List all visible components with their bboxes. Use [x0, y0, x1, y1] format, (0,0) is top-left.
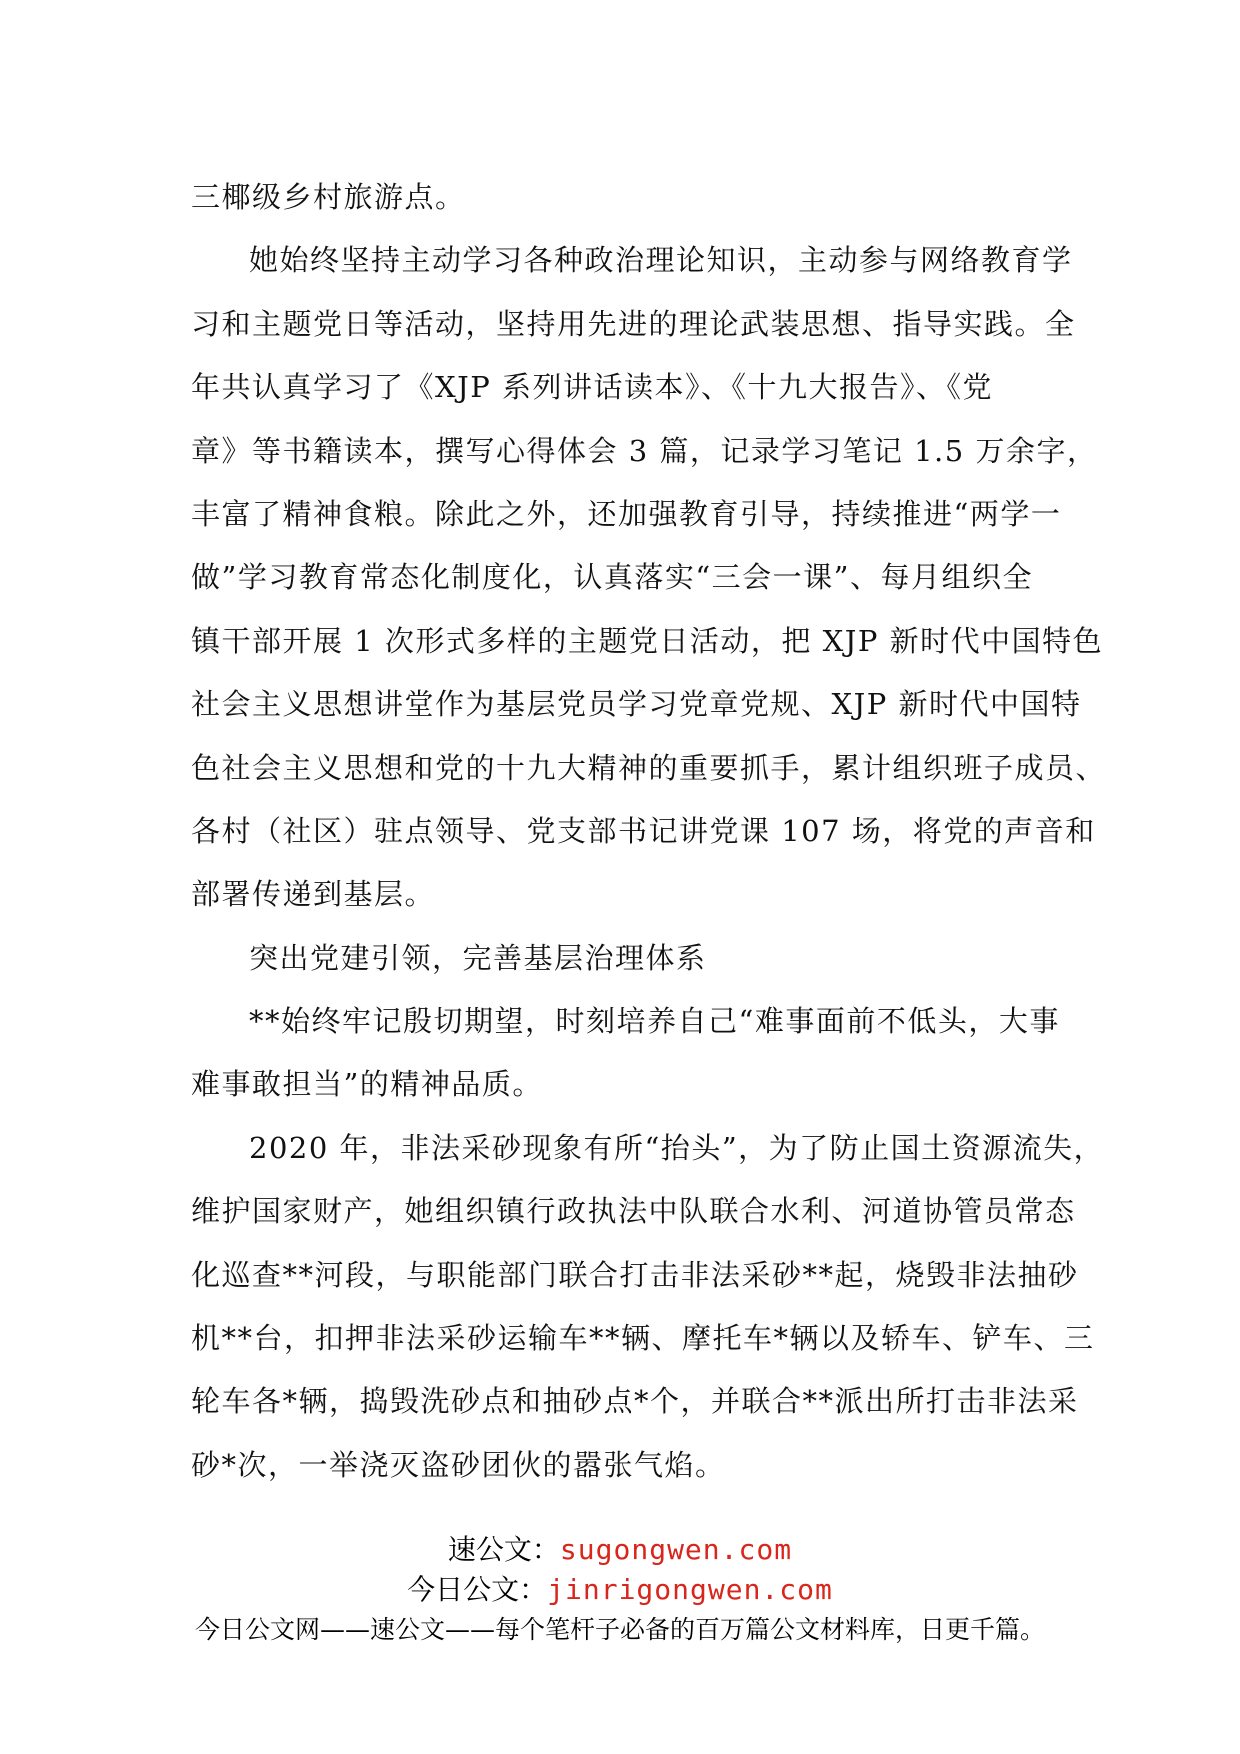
document-body — [191, 166, 1107, 1497]
text-line: 镇干部开展 1 次形式多样的主题党日活动，把 XJP 新时代中国特色 — [191, 623, 1104, 658]
footer-label-sugongwen: 速公文： — [447, 1533, 560, 1566]
sugongwen-link[interactable]: sugongwen.com — [559, 1533, 793, 1566]
text-line: **始终牢记殷切期望，时刻培养自己“难事面前不低头，大事 — [249, 1004, 1060, 1039]
text-line: 砂*次，一举浇灭盗砂团伙的嚣张气焰。 — [191, 1447, 726, 1482]
text-line: 她始终坚持主动学习各种政治理论知识，主动参与网络教育学 — [249, 243, 1073, 278]
text-line: 三椰级乡村旅游点。 — [191, 180, 466, 214]
text-line: 丰富了精神食粮。除此之外，还加强教育引导，持续推进“两学一 — [191, 496, 1062, 531]
text-line: 维护国家财产，她组织镇行政执法中队联合水利、河道协管员常态 — [191, 1194, 1076, 1229]
text-line: 年共认真学习了《XJP 系列讲话读本》、《十九大报告》、《党 — [191, 370, 994, 405]
section-heading: 突出党建引领，完善基层治理体系 — [249, 940, 707, 975]
text-line: 章》等书籍读本，撰写心得体会 3 篇，记录学习笔记 1.5 万余字， — [191, 433, 1098, 468]
text-line: 难事敢担当”的精神品质。 — [191, 1067, 543, 1102]
text-line: 轮车各*辆，捣毁洗砂点和抽砂点*个，并联合**派出所打击非法采 — [191, 1384, 1079, 1419]
text-line: 化巡查**河段，与职能部门联合打击非法采砂**起，烧毁非法抽砂 — [191, 1257, 1079, 1292]
footer-tagline: 今日公文网——速公文——每个笔杆子必备的百万篇公文材料库，日更千篇。 — [194, 1615, 1045, 1644]
text-line: 机**台，扣押非法采砂运输车**辆、摩托车*辆以及轿车、铲车、三 — [191, 1321, 1095, 1356]
footer-label-jinrigongwen: 今日公文： — [407, 1573, 548, 1606]
text-line: 社会主义思想讲堂作为基层党员学习党章党规、XJP 新时代中国特 — [191, 687, 1082, 722]
text-line: 做”学习教育常态化制度化，认真落实“三会一课”、每月组织全 — [191, 560, 1033, 595]
text-line: 各村（社区）驻点领导、党支部书记讲党课 107 场，将党的声音和 — [191, 813, 1096, 848]
text-line: 习和主题党日等活动，坚持用先进的理论武装思想、指导实践。全 — [191, 306, 1076, 341]
footer-sugongwen — [0, 1530, 1240, 1570]
text-line: 2020 年，非法采砂现象有所“抬头”，为了防止国土资源流失， — [249, 1130, 1105, 1165]
footer-jinrigongwen — [0, 1570, 1240, 1610]
text-line: 色社会主义思想和党的十九大精神的重要抓手，累计组织班子成员、 — [191, 750, 1107, 785]
jinrigongwen-link[interactable]: jinrigongwen.com — [547, 1573, 833, 1606]
text-line: 部署传递到基层。 — [191, 877, 436, 912]
